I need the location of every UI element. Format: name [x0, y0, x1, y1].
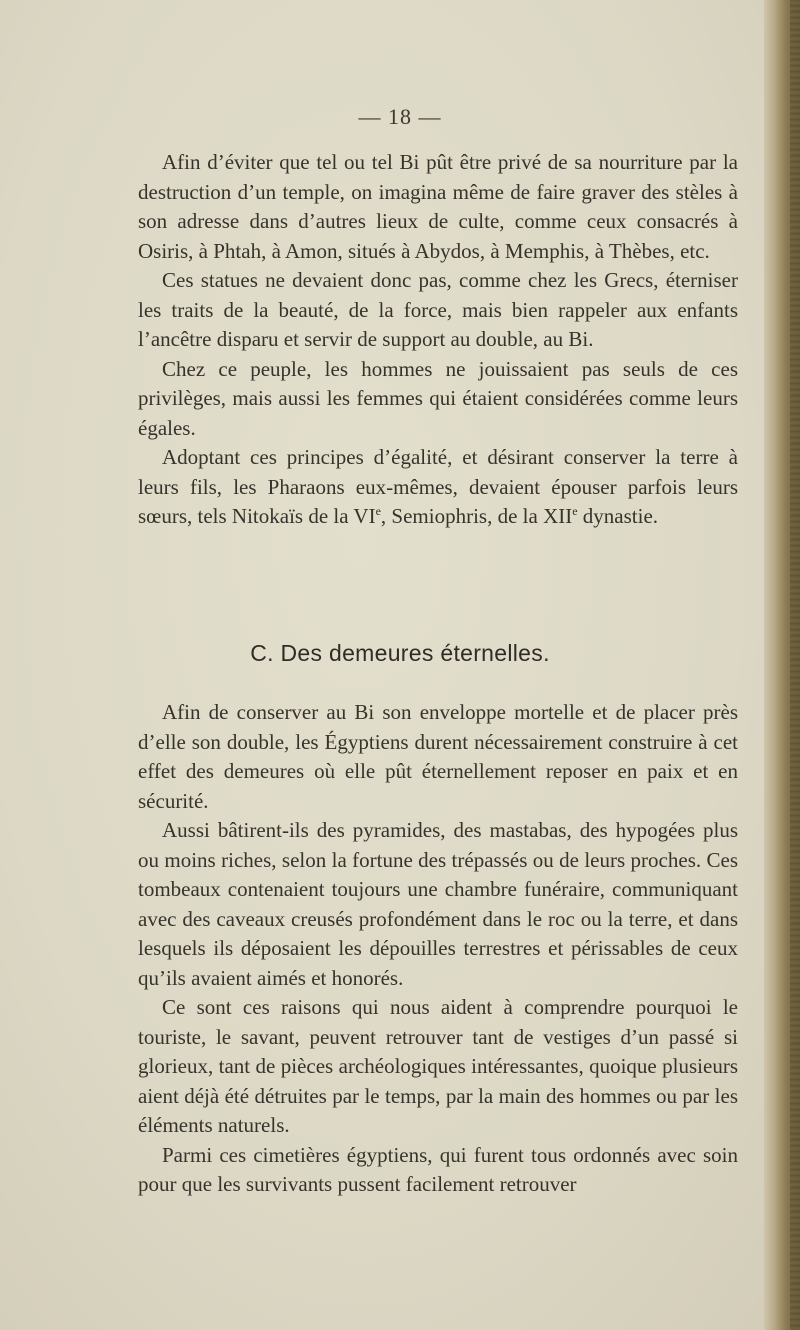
- page-number: — 18 —: [358, 104, 442, 129]
- text-block-bottom: [138, 698, 738, 1200]
- paragraph: Afin d’éviter que tel ou tel Bi pût être privé de sa nourriture par la destruction d’un temple, on imagina même de faire graver des stèles à son adresse dans d’autres lieux de culte, comme ceux consacrés à Osiris, à Phtah, à Amon, situés à Abydos, à Memphis, à Thèbes, etc.: [138, 150, 738, 263]
- paragraph: [138, 443, 738, 532]
- paragraph-text: Adoptant ces principes d’égalité, et désirant conserver la terre à leurs fils, les Pharaons eux-mêmes, devaient épouser parfois leurs sœurs, tels Nitokaïs de la VI: [138, 445, 738, 528]
- superscript: e: [375, 504, 381, 518]
- paragraph: Aussi bâtirent-ils des pyramides, des mastabas, des hypogées plus ou moins riches, selon la fortune des trépassés ou de leurs proches. Ces tombeaux contenaient toujours une chambre funéraire, communiquant avec des caveaux creusés profondément dans le roc ou la terre, et dans lesquels ils déposaient les dépouilles terrestres et périssables de ceux qu’ils avaient aimés et honorés.: [138, 818, 738, 990]
- section-heading: C. Des demeures éternelles.: [250, 640, 550, 666]
- paragraph: Parmi ces cimetières égyptiens, qui furent tous ordonnés avec soin pour que les survivants pussent facilement retrouver: [138, 1142, 738, 1196]
- paragraph-text: , Semiophris, de la XII: [380, 504, 573, 528]
- text-block-top: [138, 148, 738, 532]
- paragraph: Afin de conserver au Bi son enveloppe mortelle et de placer près d’elle son double, les Égyptiens durent nécessairement construire à cet effet des demeures où elle pût éternellement reposer en paix et en sécurité.: [138, 700, 738, 813]
- paragraph: Ce sont ces raisons qui nous aident à comprendre pourquoi le touriste, le savant, peuvent retrouver tant de vestiges d’un passé si glorieux, tant de pièces archéologiques intéressantes, quoique plusieurs aient déjà été détruites par le temps, par la main des hommes ou par les éléments naturels.: [138, 995, 738, 1137]
- paragraph: Ces statues ne devaient donc pas, comme chez les Grecs, éterniser les traits de la beauté, de la force, mais bien rappeler aux enfants l’ancêtre disparu et servir de support au double, au Bi.: [138, 268, 738, 351]
- paragraph: Chez ce peuple, les hommes ne jouissaient pas seuls de ces privilèges, mais aussi les femmes qui étaient considérées comme leurs égales.: [138, 356, 738, 440]
- superscript: e: [572, 504, 578, 518]
- paragraph-text: dynastie.: [577, 504, 659, 528]
